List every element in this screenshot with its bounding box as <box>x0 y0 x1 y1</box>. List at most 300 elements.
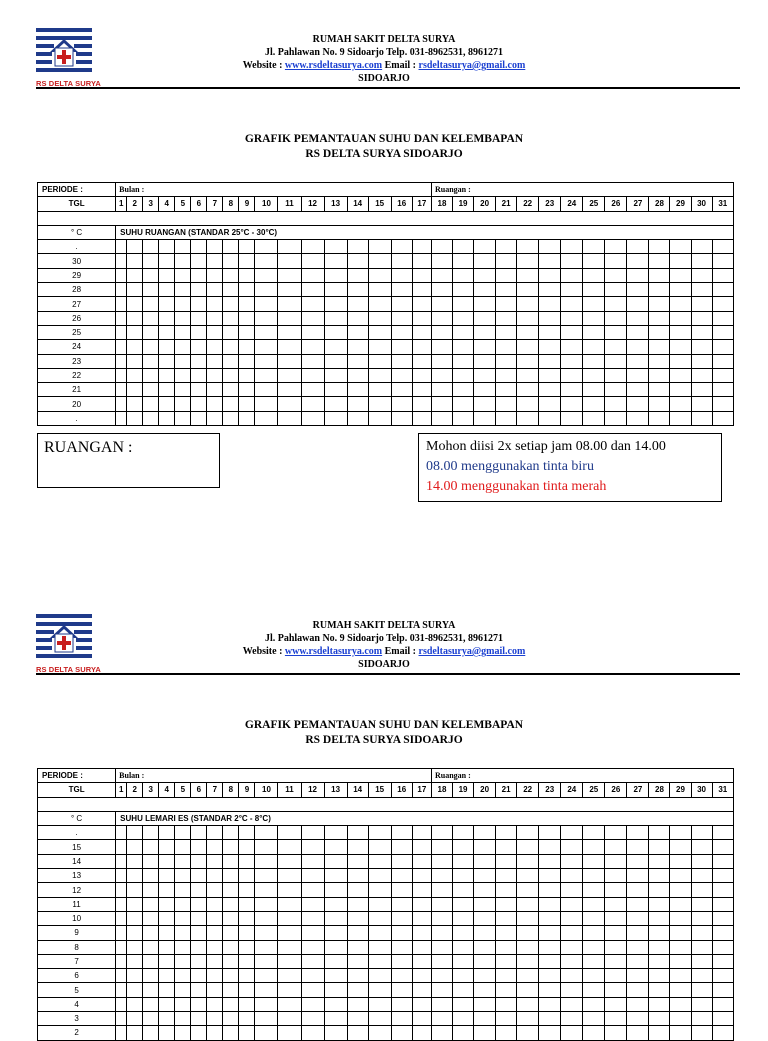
reading-cell[interactable] <box>627 869 649 883</box>
reading-cell[interactable] <box>605 368 627 382</box>
reading-cell[interactable] <box>474 340 496 354</box>
reading-cell[interactable] <box>561 297 583 311</box>
reading-cell[interactable] <box>391 926 412 940</box>
reading-cell[interactable] <box>412 869 431 883</box>
reading-cell[interactable] <box>649 940 670 954</box>
reading-cell[interactable] <box>670 397 691 411</box>
reading-cell[interactable] <box>412 383 431 397</box>
reading-cell[interactable] <box>368 340 391 354</box>
reading-cell[interactable] <box>391 311 412 325</box>
reading-cell[interactable] <box>301 411 324 425</box>
reading-cell[interactable] <box>561 254 583 268</box>
reading-cell[interactable] <box>324 368 347 382</box>
reading-cell[interactable] <box>159 325 175 339</box>
reading-cell[interactable] <box>517 325 539 339</box>
reading-cell[interactable] <box>191 240 207 254</box>
reading-cell[interactable] <box>175 954 191 968</box>
reading-cell[interactable] <box>605 311 627 325</box>
reading-cell[interactable] <box>116 268 127 282</box>
reading-cell[interactable] <box>583 997 605 1011</box>
reading-cell[interactable] <box>207 283 223 297</box>
reading-cell[interactable] <box>517 897 539 911</box>
reading-cell[interactable] <box>583 240 605 254</box>
reading-cell[interactable] <box>255 283 278 297</box>
reading-cell[interactable] <box>116 926 127 940</box>
reading-cell[interactable] <box>255 983 278 997</box>
reading-cell[interactable] <box>191 411 207 425</box>
reading-cell[interactable] <box>116 997 127 1011</box>
reading-cell[interactable] <box>324 354 347 368</box>
reading-cell[interactable] <box>391 297 412 311</box>
reading-cell[interactable] <box>561 940 583 954</box>
reading-cell[interactable] <box>517 297 539 311</box>
reading-cell[interactable] <box>324 940 347 954</box>
reading-cell[interactable] <box>301 311 324 325</box>
reading-cell[interactable] <box>474 854 496 868</box>
reading-cell[interactable] <box>368 983 391 997</box>
reading-cell[interactable] <box>627 954 649 968</box>
reading-cell[interactable] <box>175 397 191 411</box>
reading-cell[interactable] <box>239 254 255 268</box>
reading-cell[interactable] <box>583 383 605 397</box>
reading-cell[interactable] <box>517 411 539 425</box>
reading-cell[interactable] <box>191 268 207 282</box>
reading-cell[interactable] <box>605 283 627 297</box>
reading-cell[interactable] <box>159 254 175 268</box>
reading-cell[interactable] <box>255 926 278 940</box>
reading-cell[interactable] <box>391 325 412 339</box>
reading-cell[interactable] <box>347 325 368 339</box>
reading-cell[interactable] <box>347 368 368 382</box>
reading-cell[interactable] <box>391 940 412 954</box>
reading-cell[interactable] <box>627 940 649 954</box>
reading-cell[interactable] <box>175 325 191 339</box>
reading-cell[interactable] <box>223 897 239 911</box>
reading-cell[interactable] <box>561 354 583 368</box>
reading-cell[interactable] <box>474 897 496 911</box>
reading-cell[interactable] <box>239 854 255 868</box>
reading-cell[interactable] <box>539 340 561 354</box>
reading-cell[interactable] <box>627 354 649 368</box>
bulan-field[interactable]: Bulan : <box>116 183 432 197</box>
reading-cell[interactable] <box>278 254 301 268</box>
reading-cell[interactable] <box>391 869 412 883</box>
reading-cell[interactable] <box>143 911 159 925</box>
reading-cell[interactable] <box>474 911 496 925</box>
reading-cell[interactable] <box>496 983 517 997</box>
reading-cell[interactable] <box>649 854 670 868</box>
reading-cell[interactable] <box>239 354 255 368</box>
reading-cell[interactable] <box>474 368 496 382</box>
reading-cell[interactable] <box>453 869 474 883</box>
reading-cell[interactable] <box>368 411 391 425</box>
reading-cell[interactable] <box>670 940 691 954</box>
reading-cell[interactable] <box>712 354 733 368</box>
reading-cell[interactable] <box>223 869 239 883</box>
reading-cell[interactable] <box>159 1026 175 1040</box>
reading-cell[interactable] <box>605 254 627 268</box>
reading-cell[interactable] <box>431 897 452 911</box>
reading-cell[interactable] <box>391 283 412 297</box>
reading-cell[interactable] <box>239 268 255 282</box>
reading-cell[interactable] <box>255 969 278 983</box>
reading-cell[interactable] <box>561 397 583 411</box>
reading-cell[interactable] <box>143 340 159 354</box>
reading-cell[interactable] <box>347 840 368 854</box>
reading-cell[interactable] <box>127 383 143 397</box>
reading-cell[interactable] <box>517 997 539 1011</box>
reading-cell[interactable] <box>324 997 347 1011</box>
reading-cell[interactable] <box>627 969 649 983</box>
reading-cell[interactable] <box>255 411 278 425</box>
reading-cell[interactable] <box>324 254 347 268</box>
reading-cell[interactable] <box>127 325 143 339</box>
reading-cell[interactable] <box>127 883 143 897</box>
reading-cell[interactable] <box>127 354 143 368</box>
reading-cell[interactable] <box>191 297 207 311</box>
reading-cell[interactable] <box>116 368 127 382</box>
reading-cell[interactable] <box>691 325 712 339</box>
reading-cell[interactable] <box>368 940 391 954</box>
reading-cell[interactable] <box>324 840 347 854</box>
reading-cell[interactable] <box>517 254 539 268</box>
reading-cell[interactable] <box>223 268 239 282</box>
reading-cell[interactable] <box>191 397 207 411</box>
reading-cell[interactable] <box>517 983 539 997</box>
reading-cell[interactable] <box>712 340 733 354</box>
reading-cell[interactable] <box>324 826 347 840</box>
reading-cell[interactable] <box>347 983 368 997</box>
reading-cell[interactable] <box>223 397 239 411</box>
reading-cell[interactable] <box>278 340 301 354</box>
reading-cell[interactable] <box>627 840 649 854</box>
reading-cell[interactable] <box>207 954 223 968</box>
reading-cell[interactable] <box>301 997 324 1011</box>
reading-cell[interactable] <box>116 411 127 425</box>
reading-cell[interactable] <box>627 283 649 297</box>
reading-cell[interactable] <box>207 297 223 311</box>
reading-cell[interactable] <box>453 1026 474 1040</box>
reading-cell[interactable] <box>347 283 368 297</box>
reading-cell[interactable] <box>368 268 391 282</box>
reading-cell[interactable] <box>368 826 391 840</box>
reading-cell[interactable] <box>712 283 733 297</box>
reading-cell[interactable] <box>583 268 605 282</box>
reading-cell[interactable] <box>605 268 627 282</box>
reading-cell[interactable] <box>496 1026 517 1040</box>
reading-cell[interactable] <box>496 840 517 854</box>
reading-cell[interactable] <box>496 854 517 868</box>
reading-cell[interactable] <box>517 840 539 854</box>
reading-cell[interactable] <box>175 311 191 325</box>
reading-cell[interactable] <box>301 983 324 997</box>
reading-cell[interactable] <box>649 840 670 854</box>
reading-cell[interactable] <box>301 854 324 868</box>
reading-cell[interactable] <box>670 854 691 868</box>
reading-cell[interactable] <box>583 254 605 268</box>
reading-cell[interactable] <box>324 897 347 911</box>
reading-cell[interactable] <box>175 969 191 983</box>
reading-cell[interactable] <box>649 826 670 840</box>
reading-cell[interactable] <box>649 297 670 311</box>
reading-cell[interactable] <box>670 983 691 997</box>
reading-cell[interactable] <box>412 940 431 954</box>
reading-cell[interactable] <box>539 254 561 268</box>
reading-cell[interactable] <box>670 883 691 897</box>
reading-cell[interactable] <box>453 297 474 311</box>
reading-cell[interactable] <box>627 897 649 911</box>
reading-cell[interactable] <box>191 325 207 339</box>
reading-cell[interactable] <box>691 840 712 854</box>
reading-cell[interactable] <box>278 1026 301 1040</box>
reading-cell[interactable] <box>301 926 324 940</box>
reading-cell[interactable] <box>391 983 412 997</box>
reading-cell[interactable] <box>496 940 517 954</box>
reading-cell[interactable] <box>191 911 207 925</box>
reading-cell[interactable] <box>223 854 239 868</box>
reading-cell[interactable] <box>412 926 431 940</box>
reading-cell[interactable] <box>649 283 670 297</box>
reading-cell[interactable] <box>175 997 191 1011</box>
reading-cell[interactable] <box>207 325 223 339</box>
reading-cell[interactable] <box>347 268 368 282</box>
reading-cell[interactable] <box>175 297 191 311</box>
reading-cell[interactable] <box>175 911 191 925</box>
reading-cell[interactable] <box>712 840 733 854</box>
reading-cell[interactable] <box>223 883 239 897</box>
reading-cell[interactable] <box>324 397 347 411</box>
reading-cell[interactable] <box>517 911 539 925</box>
reading-cell[interactable] <box>127 840 143 854</box>
reading-cell[interactable] <box>255 311 278 325</box>
reading-cell[interactable] <box>605 325 627 339</box>
reading-cell[interactable] <box>627 240 649 254</box>
reading-cell[interactable] <box>207 983 223 997</box>
reading-cell[interactable] <box>301 397 324 411</box>
reading-cell[interactable] <box>159 840 175 854</box>
reading-cell[interactable] <box>278 826 301 840</box>
reading-cell[interactable] <box>605 826 627 840</box>
reading-cell[interactable] <box>649 325 670 339</box>
reading-cell[interactable] <box>278 383 301 397</box>
reading-cell[interactable] <box>474 969 496 983</box>
reading-cell[interactable] <box>712 883 733 897</box>
reading-cell[interactable] <box>605 1026 627 1040</box>
ruangan-field[interactable]: Ruangan : <box>431 769 733 783</box>
reading-cell[interactable] <box>159 854 175 868</box>
reading-cell[interactable] <box>605 954 627 968</box>
reading-cell[interactable] <box>670 411 691 425</box>
reading-cell[interactable] <box>627 983 649 997</box>
reading-cell[interactable] <box>207 826 223 840</box>
reading-cell[interactable] <box>175 1026 191 1040</box>
reading-cell[interactable] <box>143 983 159 997</box>
reading-cell[interactable] <box>583 1026 605 1040</box>
reading-cell[interactable] <box>691 897 712 911</box>
reading-cell[interactable] <box>175 854 191 868</box>
reading-cell[interactable] <box>431 983 452 997</box>
reading-cell[interactable] <box>649 869 670 883</box>
reading-cell[interactable] <box>670 969 691 983</box>
reading-cell[interactable] <box>412 854 431 868</box>
reading-cell[interactable] <box>649 1026 670 1040</box>
reading-cell[interactable] <box>324 926 347 940</box>
reading-cell[interactable] <box>453 911 474 925</box>
reading-cell[interactable] <box>255 354 278 368</box>
reading-cell[interactable] <box>431 397 452 411</box>
reading-cell[interactable] <box>561 897 583 911</box>
reading-cell[interactable] <box>712 926 733 940</box>
reading-cell[interactable] <box>239 368 255 382</box>
reading-cell[interactable] <box>278 311 301 325</box>
reading-cell[interactable] <box>412 897 431 911</box>
reading-cell[interactable] <box>278 840 301 854</box>
reading-cell[interactable] <box>301 254 324 268</box>
reading-cell[interactable] <box>207 1026 223 1040</box>
reading-cell[interactable] <box>605 383 627 397</box>
reading-cell[interactable] <box>143 954 159 968</box>
reading-cell[interactable] <box>116 897 127 911</box>
reading-cell[interactable] <box>496 911 517 925</box>
reading-cell[interactable] <box>627 368 649 382</box>
reading-cell[interactable] <box>143 268 159 282</box>
reading-cell[interactable] <box>539 983 561 997</box>
reading-cell[interactable] <box>255 897 278 911</box>
reading-cell[interactable] <box>605 354 627 368</box>
reading-cell[interactable] <box>116 297 127 311</box>
reading-cell[interactable] <box>431 411 452 425</box>
reading-cell[interactable] <box>412 954 431 968</box>
reading-cell[interactable] <box>239 240 255 254</box>
reading-cell[interactable] <box>517 883 539 897</box>
reading-cell[interactable] <box>278 854 301 868</box>
reading-cell[interactable] <box>347 997 368 1011</box>
reading-cell[interactable] <box>670 911 691 925</box>
reading-cell[interactable] <box>175 883 191 897</box>
reading-cell[interactable] <box>368 311 391 325</box>
reading-cell[interactable] <box>691 1026 712 1040</box>
reading-cell[interactable] <box>116 826 127 840</box>
reading-cell[interactable] <box>368 397 391 411</box>
reading-cell[interactable] <box>539 368 561 382</box>
reading-cell[interactable] <box>116 869 127 883</box>
reading-cell[interactable] <box>431 311 452 325</box>
reading-cell[interactable] <box>431 368 452 382</box>
reading-cell[interactable] <box>175 869 191 883</box>
reading-cell[interactable] <box>223 840 239 854</box>
reading-cell[interactable] <box>712 240 733 254</box>
reading-cell[interactable] <box>431 354 452 368</box>
reading-cell[interactable] <box>453 997 474 1011</box>
reading-cell[interactable] <box>691 954 712 968</box>
reading-cell[interactable] <box>627 411 649 425</box>
reading-cell[interactable] <box>583 283 605 297</box>
reading-cell[interactable] <box>670 311 691 325</box>
reading-cell[interactable] <box>143 1026 159 1040</box>
reading-cell[interactable] <box>239 297 255 311</box>
reading-cell[interactable] <box>412 268 431 282</box>
reading-cell[interactable] <box>670 354 691 368</box>
reading-cell[interactable] <box>191 997 207 1011</box>
reading-cell[interactable] <box>670 954 691 968</box>
reading-cell[interactable] <box>474 997 496 1011</box>
reading-cell[interactable] <box>474 354 496 368</box>
reading-cell[interactable] <box>116 354 127 368</box>
reading-cell[interactable] <box>391 254 412 268</box>
reading-cell[interactable] <box>412 911 431 925</box>
reading-cell[interactable] <box>127 940 143 954</box>
reading-cell[interactable] <box>207 854 223 868</box>
reading-cell[interactable] <box>712 869 733 883</box>
reading-cell[interactable] <box>583 397 605 411</box>
reading-cell[interactable] <box>412 840 431 854</box>
reading-cell[interactable] <box>207 240 223 254</box>
reading-cell[interactable] <box>412 997 431 1011</box>
reading-cell[interactable] <box>649 883 670 897</box>
reading-cell[interactable] <box>143 354 159 368</box>
reading-cell[interactable] <box>517 826 539 840</box>
reading-cell[interactable] <box>278 911 301 925</box>
reading-cell[interactable] <box>347 926 368 940</box>
reading-cell[interactable] <box>207 869 223 883</box>
bulan-field[interactable]: Bulan : <box>116 769 432 783</box>
reading-cell[interactable] <box>583 969 605 983</box>
reading-cell[interactable] <box>191 897 207 911</box>
reading-cell[interactable] <box>712 325 733 339</box>
reading-cell[interactable] <box>474 240 496 254</box>
reading-cell[interactable] <box>712 854 733 868</box>
reading-cell[interactable] <box>223 411 239 425</box>
reading-cell[interactable] <box>207 997 223 1011</box>
reading-cell[interactable] <box>431 340 452 354</box>
reading-cell[interactable] <box>223 254 239 268</box>
reading-cell[interactable] <box>301 840 324 854</box>
reading-cell[interactable] <box>391 840 412 854</box>
reading-cell[interactable] <box>223 969 239 983</box>
reading-cell[interactable] <box>539 997 561 1011</box>
reading-cell[interactable] <box>691 354 712 368</box>
reading-cell[interactable] <box>191 283 207 297</box>
reading-cell[interactable] <box>347 869 368 883</box>
reading-cell[interactable] <box>301 940 324 954</box>
reading-cell[interactable] <box>453 397 474 411</box>
reading-cell[interactable] <box>255 325 278 339</box>
reading-cell[interactable] <box>670 1026 691 1040</box>
reading-cell[interactable] <box>143 926 159 940</box>
reading-cell[interactable] <box>191 368 207 382</box>
reading-cell[interactable] <box>474 954 496 968</box>
reading-cell[interactable] <box>175 283 191 297</box>
reading-cell[interactable] <box>239 911 255 925</box>
reading-cell[interactable] <box>539 325 561 339</box>
reading-cell[interactable] <box>453 254 474 268</box>
reading-cell[interactable] <box>412 283 431 297</box>
reading-cell[interactable] <box>539 311 561 325</box>
reading-cell[interactable] <box>431 268 452 282</box>
reading-cell[interactable] <box>474 826 496 840</box>
reading-cell[interactable] <box>127 240 143 254</box>
reading-cell[interactable] <box>239 926 255 940</box>
reading-cell[interactable] <box>391 911 412 925</box>
reading-cell[interactable] <box>127 854 143 868</box>
reading-cell[interactable] <box>127 297 143 311</box>
reading-cell[interactable] <box>649 254 670 268</box>
reading-cell[interactable] <box>583 840 605 854</box>
reading-cell[interactable] <box>431 954 452 968</box>
reading-cell[interactable] <box>691 854 712 868</box>
reading-cell[interactable] <box>453 854 474 868</box>
email-link[interactable]: rsdeltasurya@gmail.com <box>418 60 526 71</box>
